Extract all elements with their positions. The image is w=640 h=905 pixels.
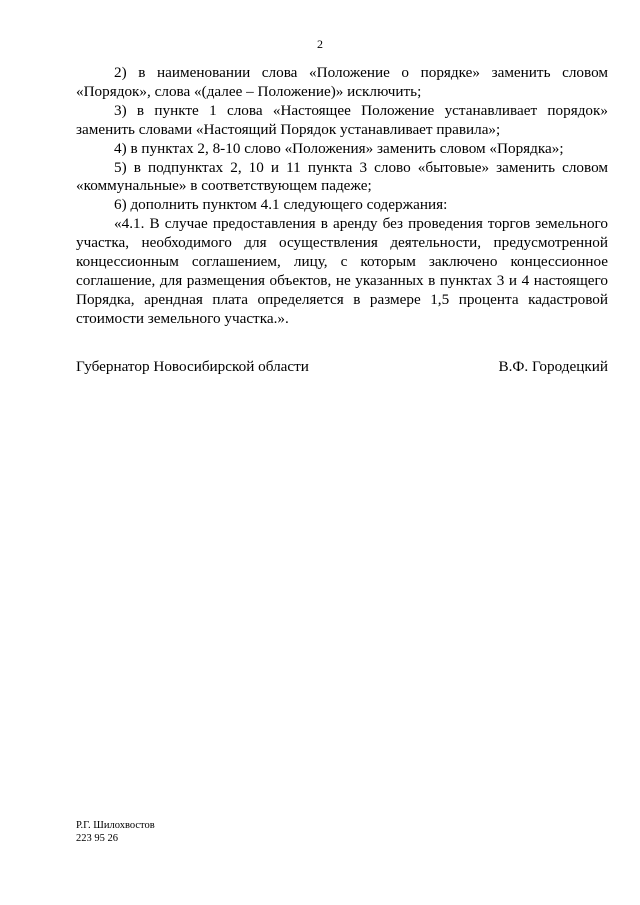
paragraph-item-3: 3) в пункте 1 слова «Настоящее Положение устанавливает порядок» заменить словами «Настоящий Порядок устанавливает правила»;	[76, 101, 608, 138]
paragraph-item-4: 4) в пунктах 2, 8-10 слово «Положения» заменить словом «Порядка»;	[114, 139, 564, 157]
paragraph-item-6: 6) дополнить пунктом 4.1 следующего содержания:	[114, 196, 448, 214]
document-body	[76, 64, 608, 329]
page-number: 2	[317, 37, 323, 51]
executor-name: Р.Г. Шилохвостов	[76, 820, 155, 831]
paragraph-item-2: 2) в наименовании слова «Положение о порядке» заменить словом «Порядок», слова «(далее – Положение)» исключить;	[76, 64, 608, 100]
executor-phone: 223 95 26	[76, 832, 118, 844]
executor-block	[76, 820, 155, 845]
paragraph-quoted-clause: «4.1. В случае предоставления в аренду без проведения торгов земельного участка, необходимого для осуществления деятельности, предусмотренной концессионным соглашением, лицу, с которым заключено концессионное соглашение, для размещения объектов, не указанных в пунктах 3 и 4 настоящего Порядка, арендная плата определяется в размере 1,5 процента кадастровой стоимости земельного участка.».	[76, 215, 608, 327]
signatory-position: Губернатор Новосибирской области	[76, 358, 309, 375]
signatory-name: В.Ф. Городецкий	[498, 358, 608, 375]
paragraph-item-5: 5) в подпунктах 2, 10 и 11 пункта 3 слово «бытовые» заменить словом «коммунальные» в соответствующем падеже;	[76, 158, 608, 195]
signature-block	[76, 358, 608, 376]
